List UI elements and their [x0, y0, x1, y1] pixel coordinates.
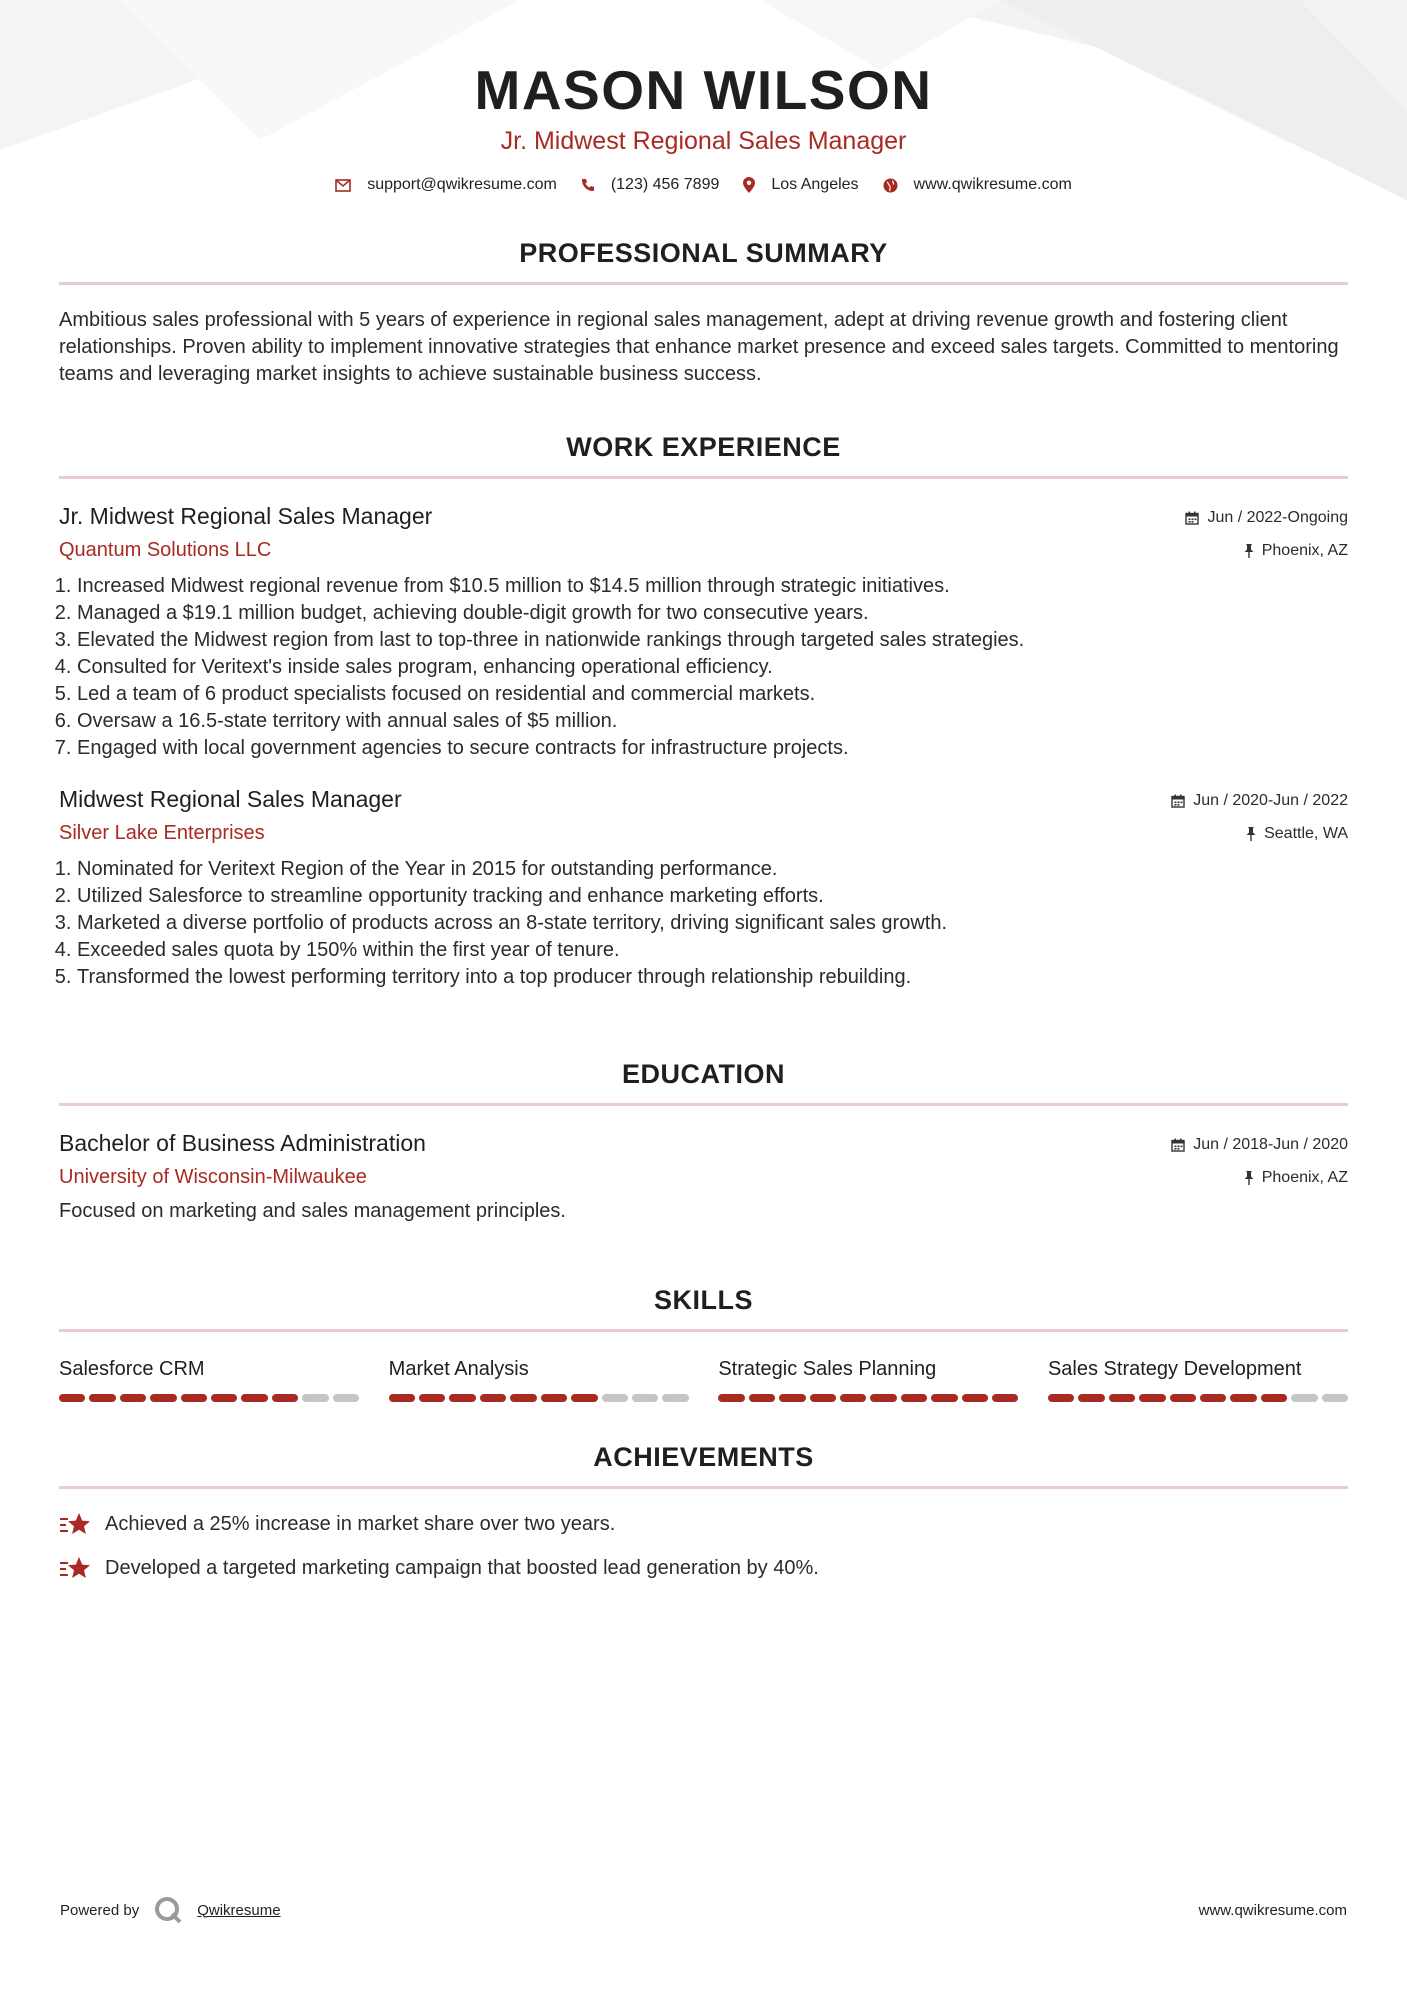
rating-dot-filled — [541, 1394, 567, 1402]
calendar-icon — [1171, 1138, 1185, 1152]
skill-item — [718, 1356, 1018, 1402]
star-award-icon — [59, 1555, 91, 1581]
list-item — [59, 1511, 1348, 1537]
rating-dot-filled — [241, 1394, 267, 1402]
job-dates-text: Jun / 2022-Ongoing — [1207, 509, 1348, 526]
skill-item — [1048, 1356, 1348, 1402]
company-name: Quantum Solutions LLC — [59, 539, 272, 561]
rating-dot-filled — [419, 1394, 445, 1402]
job-achievements-list — [59, 573, 1348, 762]
achievements-list — [59, 1511, 1348, 1581]
footer-website-link[interactable]: www.qwikresume.com — [1198, 1901, 1347, 1919]
rating-dot-filled — [901, 1394, 927, 1402]
job-location — [1088, 541, 1348, 561]
rating-dot-filled — [89, 1394, 115, 1402]
contact-bar — [59, 176, 1348, 194]
section-skills-heading — [59, 1283, 1348, 1332]
star-award-icon — [59, 1511, 91, 1537]
list-item: 2. Managed a $19.1 million budget, achieving double-digit growth for two consecutive years. — [77, 600, 1348, 627]
calendar-icon — [1185, 511, 1199, 525]
rating-dot-filled — [510, 1394, 536, 1402]
education-entry — [59, 1128, 1348, 1225]
skills-grid — [59, 1356, 1348, 1402]
rating-dot-filled — [389, 1394, 415, 1402]
rating-dot-filled — [840, 1394, 866, 1402]
skill-rating — [389, 1394, 689, 1402]
rating-dot-filled — [1230, 1394, 1256, 1402]
rating-dot-empty — [302, 1394, 328, 1402]
globe-icon — [883, 178, 898, 193]
school-name: University of Wisconsin-Milwaukee — [59, 1166, 367, 1188]
job-entry — [59, 784, 1348, 991]
contact-phone-text: (123) 456 7899 — [610, 176, 720, 193]
qwikresume-logo-icon — [153, 1895, 183, 1925]
rating-dot-filled — [1200, 1394, 1226, 1402]
rating-dot-filled — [120, 1394, 146, 1402]
list-item: 3. Elevated the Midwest region from last to top-three in nationwide rankings through targeted sales strategies. — [77, 627, 1348, 654]
list-item: 4. Exceeded sales quota by 150% within the first year of tenure. — [77, 937, 1348, 964]
candidate-title: Jr. Midwest Regional Sales Manager — [500, 127, 907, 155]
resume-header — [59, 58, 1348, 194]
rating-dot-filled — [1078, 1394, 1104, 1402]
education-dates-text: Jun / 2018-Jun / 2020 — [1193, 1136, 1348, 1153]
rating-dot-filled — [870, 1394, 896, 1402]
rating-dot-filled — [779, 1394, 805, 1402]
section-title: EDUCATION — [622, 1059, 785, 1089]
list-item: 3. Marketed a diverse portfolio of products across an 8-state territory, driving significant sales growth. — [77, 910, 1348, 937]
section-title: WORK EXPERIENCE — [566, 432, 841, 462]
achievement-text: Achieved a 25% increase in market share over two years. — [105, 1513, 616, 1535]
job-entry — [59, 501, 1348, 762]
contact-email[interactable] — [335, 176, 557, 194]
skill-item — [389, 1356, 689, 1402]
education-location-text: Phoenix, AZ — [1261, 1169, 1348, 1186]
contact-website[interactable] — [883, 176, 1072, 194]
rating-dot-filled — [1109, 1394, 1135, 1402]
skill-rating — [1048, 1394, 1348, 1402]
company-name: Silver Lake Enterprises — [59, 822, 265, 844]
section-title: PROFESSIONAL SUMMARY — [519, 238, 888, 268]
job-dates-text: Jun / 2020-Jun / 2022 — [1193, 792, 1348, 809]
list-item: 1. Increased Midwest regional revenue from $10.5 million to $14.5 million through strategic initiatives. — [77, 573, 1348, 600]
rating-dot-filled — [211, 1394, 237, 1402]
rating-dot-empty — [333, 1394, 359, 1402]
job-location — [1088, 824, 1348, 844]
skill-rating — [718, 1394, 1018, 1402]
job-location-text: Seattle, WA — [1264, 825, 1348, 842]
list-item: 5. Led a team of 6 product specialists focused on residential and commercial markets. — [77, 681, 1348, 708]
contact-website-text: www.qwikresume.com — [913, 176, 1072, 193]
rating-dot-filled — [718, 1394, 744, 1402]
rating-dot-filled — [1048, 1394, 1074, 1402]
degree-title: Bachelor of Business Administration — [59, 1130, 426, 1156]
section-achievements-heading — [59, 1440, 1348, 1489]
section-experience-heading — [59, 430, 1348, 479]
skill-label: Strategic Sales Planning — [718, 1358, 937, 1380]
powered-by — [60, 1895, 281, 1925]
phone-icon — [581, 178, 595, 192]
section-divider — [59, 1329, 1348, 1332]
list-item: 1. Nominated for Veritext Region of the Year in 2015 for outstanding performance. — [77, 856, 1348, 883]
job-title: Midwest Regional Sales Manager — [59, 786, 402, 812]
skill-item — [59, 1356, 359, 1402]
rating-dot-filled — [571, 1394, 597, 1402]
candidate-name: MASON WILSON — [474, 59, 933, 121]
rating-dot-filled — [150, 1394, 176, 1402]
rating-dot-empty — [662, 1394, 688, 1402]
rating-dot-filled — [181, 1394, 207, 1402]
education-dates — [1088, 1135, 1348, 1155]
job-dates — [1088, 508, 1348, 528]
list-item: 6. Oversaw a 16.5-state territory with annual sales of $5 million. — [77, 708, 1348, 735]
powered-by-label: Powered by — [60, 1901, 140, 1919]
rating-dot-filled — [480, 1394, 506, 1402]
rating-dot-filled — [931, 1394, 957, 1402]
section-divider — [59, 1486, 1348, 1489]
education-location — [1088, 1168, 1348, 1188]
section-title: ACHIEVEMENTS — [593, 1442, 814, 1472]
achievement-text: Developed a targeted marketing campaign that boosted lead generation by 40%. — [105, 1557, 819, 1579]
calendar-icon — [1171, 794, 1185, 808]
envelope-icon — [335, 179, 351, 192]
section-divider — [59, 476, 1348, 479]
rating-dot-empty — [1291, 1394, 1317, 1402]
section-title: SKILLS — [653, 1285, 753, 1315]
job-title: Jr. Midwest Regional Sales Manager — [59, 503, 433, 529]
job-location-text: Phoenix, AZ — [1261, 542, 1348, 559]
contact-email-text: support@qwikresume.com — [367, 176, 557, 193]
rating-dot-filled — [1139, 1394, 1165, 1402]
skill-label: Sales Strategy Development — [1047, 1358, 1302, 1380]
rating-dot-filled — [962, 1394, 988, 1402]
list-item — [59, 1555, 1348, 1581]
section-divider — [59, 1103, 1348, 1106]
rating-dot-filled — [1261, 1394, 1287, 1402]
list-item: 2. Utilized Salesforce to streamline opportunity tracking and enhance marketing efforts. — [77, 883, 1348, 910]
skill-label: Market Analysis — [388, 1358, 529, 1380]
contact-location — [743, 176, 858, 194]
section-divider — [59, 282, 1348, 285]
rating-dot-filled — [449, 1394, 475, 1402]
skill-rating — [59, 1394, 359, 1402]
rating-dot-filled — [1170, 1394, 1196, 1402]
pushpin-icon — [1246, 827, 1256, 841]
rating-dot-filled — [59, 1394, 85, 1402]
list-item: 4. Consulted for Veritext's inside sales program, enhancing operational efficiency. — [77, 654, 1348, 681]
contact-phone[interactable] — [581, 176, 720, 194]
skill-label: Salesforce CRM — [59, 1358, 205, 1380]
rating-dot-filled — [810, 1394, 836, 1402]
qwikresume-link[interactable]: Qwikresume — [197, 1901, 281, 1919]
contact-location-text: Los Angeles — [771, 176, 859, 193]
rating-dot-empty — [632, 1394, 658, 1402]
pushpin-icon — [1244, 544, 1254, 558]
list-item: 5. Transformed the lowest performing territory into a top producer through relationship rebuilding. — [77, 964, 1348, 991]
summary-text: Ambitious sales professional with 5 years of experience in regional sales management, adept at driving revenue growth and fostering client relationships. Proven ability to implement innovative strategies that enhance market presence and exceed sales targets. Committed to mentoring teams and leveraging market insights to achieve sustainable business success. — [59, 309, 1339, 385]
rating-dot-empty — [1322, 1394, 1348, 1402]
section-education-heading — [59, 1057, 1348, 1106]
rating-dot-filled — [992, 1394, 1018, 1402]
rating-dot-filled — [272, 1394, 298, 1402]
page-footer — [60, 1895, 1347, 1925]
list-item: 7. Engaged with local government agencies to secure contracts for infrastructure projects. — [77, 735, 1348, 762]
job-dates — [1088, 791, 1348, 811]
rating-dot-empty — [602, 1394, 628, 1402]
pushpin-icon — [1244, 1171, 1254, 1185]
rating-dot-filled — [749, 1394, 775, 1402]
section-summary-heading — [59, 236, 1348, 285]
job-achievements-list — [59, 856, 1348, 991]
education-description: Focused on marketing and sales management principles. — [59, 1200, 566, 1222]
map-pin-icon — [743, 177, 755, 193]
